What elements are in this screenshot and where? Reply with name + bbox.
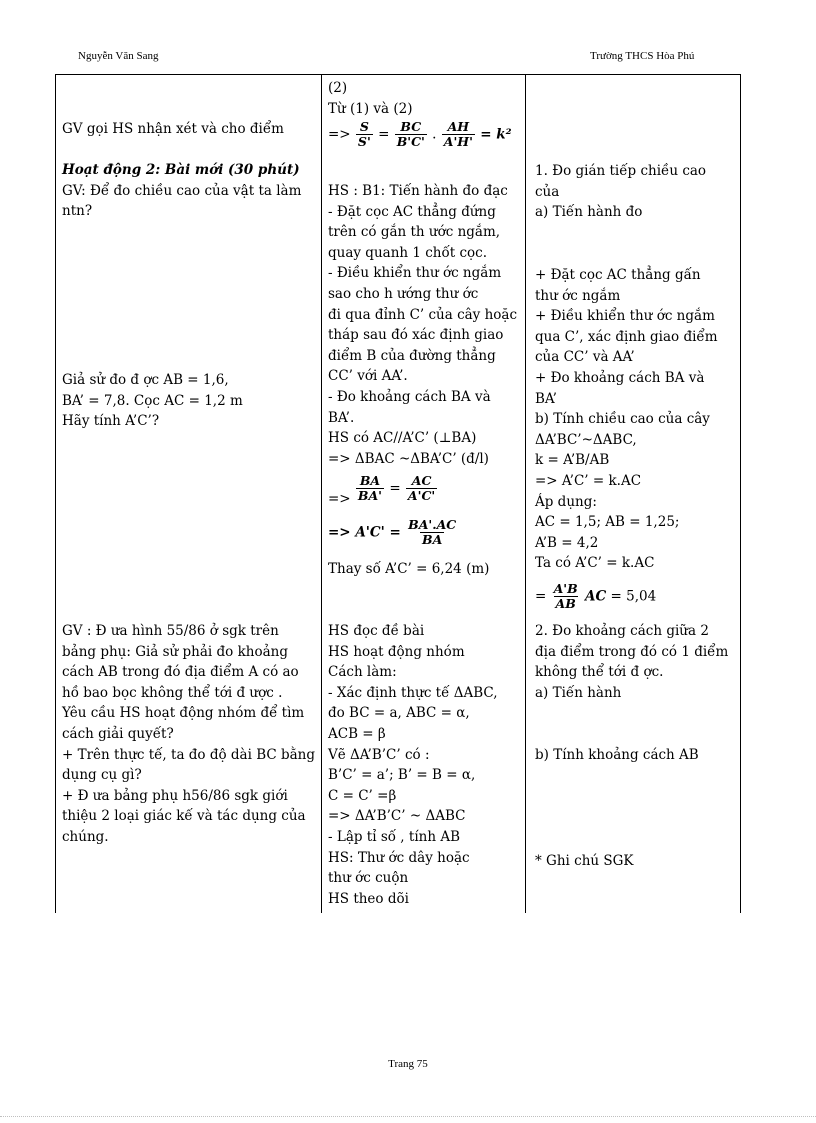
table-divider-1	[321, 75, 322, 913]
fraction-numerator: BA'.AC	[408, 517, 457, 532]
fraction-ah	[442, 120, 475, 149]
text-line: đo BC = a, ABC = α,	[328, 705, 470, 722]
formula-a-c	[328, 518, 523, 547]
text-line: Áp dụng:	[535, 493, 597, 510]
fraction-numerator: S	[359, 119, 369, 134]
formula-ac: AC	[585, 588, 607, 605]
fraction-bc	[395, 120, 427, 149]
fraction-denominator: AB	[555, 596, 576, 611]
text-line: GV gọi HS nhận xét và cho điểm	[62, 121, 284, 137]
formula-result	[535, 582, 735, 611]
fraction-numerator: AH	[447, 119, 470, 134]
text-line: Yêu cầu HS hoạt động nhóm để tìm	[62, 705, 305, 722]
text-line: - Lập tỉ số , tính AB	[328, 828, 460, 845]
text-line: địa điểm trong đó có 1 điểm	[535, 643, 729, 660]
text-line: hồ bao bọc không thể tới đ ược .	[62, 684, 283, 701]
fraction-denominator: S'	[357, 134, 371, 149]
col2-block-measure	[328, 181, 523, 469]
text-line: - Đặt cọc AC thẳng đứng	[328, 203, 496, 220]
text-line: dụng cụ gì?	[62, 767, 142, 784]
fraction-ab	[552, 582, 580, 611]
text-line: C = C’ =β	[328, 787, 397, 804]
text-line: BA’	[535, 390, 557, 407]
col1-block-example	[62, 370, 320, 432]
col3-block-calc	[535, 745, 735, 766]
table-border-left	[55, 75, 56, 913]
fraction-denominator: B'C'	[396, 134, 425, 149]
text-line: HS theo dõi	[328, 890, 409, 907]
text-line: Vẽ ΔA’B’C’ có :	[328, 746, 430, 763]
col3-block-steps	[535, 265, 735, 574]
fraction-numerator: AC	[411, 473, 432, 488]
col2-block-top	[328, 78, 523, 119]
text-line: BA’ = 7,8. Cọc AC = 1,2 m	[62, 392, 243, 409]
text-line: ΔA’BC’~ΔABC,	[535, 431, 637, 448]
formula-equals: =	[389, 480, 401, 497]
header-school: Trường THCS Hòa Phú	[590, 50, 695, 62]
text-line: tháp sau đó xác định giao	[328, 327, 504, 344]
text-line: điểm B của đường thẳng	[328, 347, 496, 364]
text-line: GV: Để đo chiều cao của vật ta làm	[62, 182, 302, 199]
text-line: HS: Thư ớc dây hoặc	[328, 849, 470, 866]
col1-block-distance	[62, 621, 320, 848]
text-line: B’C’ = a’; B’ = B = α,	[328, 767, 476, 784]
text-line: k = A’B/AB	[535, 452, 610, 469]
section-heading: 1. Đo gián tiếp chiều cao	[535, 163, 707, 179]
text-line: GV : Đ ưa hình 55/86 ở sgk trên	[62, 623, 279, 639]
text-line: của	[535, 183, 560, 200]
text-line: CC’ với AA’.	[328, 368, 408, 385]
fraction-denominator: BA	[422, 532, 443, 547]
text-line: thư ớc cuộn	[328, 870, 409, 887]
text-line: a) Tiến hành đo	[535, 204, 643, 221]
text-line: Thay số A’C’ = 6,24 (m)	[328, 561, 490, 577]
fraction-ac	[406, 474, 437, 503]
text-line: + Đ ưa bảng phụ h56/86 sgk giới	[62, 787, 288, 804]
col3-block-note	[535, 851, 735, 872]
text-line: ntn?	[62, 203, 93, 220]
fraction-denominator: BA'	[357, 488, 383, 503]
formula-lhs: => A'C' =	[328, 524, 401, 541]
text-line: đi qua đỉnh C’ của cây hoặc	[328, 306, 518, 323]
formula-rhs: = k²	[480, 126, 512, 143]
text-line: chúng.	[62, 828, 109, 845]
text-line: HS có AC//A’C’ (⊥BA)	[328, 430, 477, 447]
text-line: HS : B1: Tiến hành đo đạc	[328, 183, 508, 199]
text-line: Cách làm:	[328, 664, 397, 681]
text-line: Từ (1) và (2)	[328, 100, 413, 117]
text-line: HS hoạt động nhóm	[328, 643, 465, 660]
col3-block-distance	[535, 621, 735, 703]
text-line: Hãy tính A’C’?	[62, 413, 160, 430]
text-line: HS đọc đề bài	[328, 623, 425, 639]
text-line: qua C’, xác định giao điểm	[535, 328, 718, 345]
text-line: Ta có A’C’ = k.AC	[535, 555, 655, 572]
formula-ratio-ba	[328, 473, 523, 507]
text-line: Giả sử đo đ ợc AB = 1,6,	[62, 372, 229, 388]
text-line: (2)	[328, 80, 348, 96]
text-line: + Trên thực tế, ta đo độ dài BC bằng	[62, 746, 316, 763]
text-line: BA’.	[328, 409, 355, 426]
text-line: sao cho h ướng thư ớc	[328, 285, 479, 302]
fraction-denominator: A'H'	[443, 134, 473, 149]
text-line: + Đo khoảng cách BA và	[535, 369, 705, 386]
fraction-numerator: A'B	[553, 581, 578, 596]
text-line: thư ớc ngắm	[535, 287, 621, 304]
text-line: - Điều khiển thư ớc ngắm	[328, 265, 502, 282]
col2-block-result	[328, 559, 523, 580]
fraction-baac	[406, 518, 458, 547]
text-line: + Đặt cọc AC thẳng gấn	[535, 267, 701, 283]
text-line: - Đo khoảng cách BA và	[328, 388, 491, 405]
text-line: cách AB trong đó địa điểm A có ao	[62, 664, 299, 681]
text-line: của CC’ và AA’	[535, 349, 635, 366]
col2-block-group	[328, 621, 523, 909]
text-line: a) Tiến hành	[535, 684, 622, 701]
fraction-ba	[356, 474, 384, 503]
formula-dot: .	[432, 126, 437, 143]
fraction-numerator: BA	[359, 473, 381, 488]
text-line: AC = 1,5; AB = 1,25;	[535, 514, 680, 531]
table-border-right	[740, 75, 741, 913]
col1-block-review	[62, 119, 320, 140]
col3-block-height	[535, 161, 735, 223]
text-line: trên có gắn th ước ngắm,	[328, 224, 501, 241]
formula-arrow: =>	[328, 126, 351, 143]
page-edge-dotted	[0, 1116, 816, 1117]
text-line: bảng phụ: Giả sử phải đo khoảng	[62, 643, 288, 660]
activity-heading: Hoạt động 2: Bài mới (30 phút)	[62, 162, 300, 178]
text-line: => A’C’ = k.AC	[535, 472, 642, 489]
header-author: Nguyễn Văn Sang	[78, 50, 159, 62]
section-heading: 2. Đo khoảng cách giữa 2	[535, 623, 709, 639]
text-line: ACB = β	[328, 725, 386, 742]
formula-area-ratio	[328, 120, 523, 149]
formula-equals: =	[535, 588, 547, 605]
fraction-denominator: A'C'	[407, 488, 436, 503]
formula-equals: =	[378, 126, 390, 143]
page-number: Trang 75	[388, 1058, 428, 1070]
text-line: + Điều khiển thư ớc ngắm	[535, 308, 715, 325]
text-line: thiệu 2 loại giác kế và tác dụng của	[62, 808, 306, 825]
text-line: b) Tính khoảng cách AB	[535, 747, 699, 763]
formula-rhs: = 5,04	[610, 588, 657, 605]
text-line: cách giải quyết?	[62, 725, 174, 742]
table-divider-2	[525, 75, 526, 913]
col1-block-activity2	[62, 160, 320, 222]
text-line: * Ghi chú SGK	[535, 853, 634, 869]
text-line: A’B = 4,2	[535, 534, 599, 551]
text-line: không thể tới đ ợc.	[535, 664, 664, 681]
text-line: => ΔBAC ~ΔBA’C’ (đ/l)	[328, 450, 489, 467]
text-line: b) Tính chiều cao của cây	[535, 411, 710, 428]
fraction-s	[356, 120, 373, 149]
text-line: quay quanh 1 chốt cọc.	[328, 244, 488, 261]
text-line: - Xác định thực tế ΔABC,	[328, 684, 498, 701]
fraction-numerator: BC	[400, 119, 422, 134]
formula-arrow: =>	[328, 490, 351, 507]
text-line: => ΔA’B’C’ ~ ΔABC	[328, 808, 466, 825]
